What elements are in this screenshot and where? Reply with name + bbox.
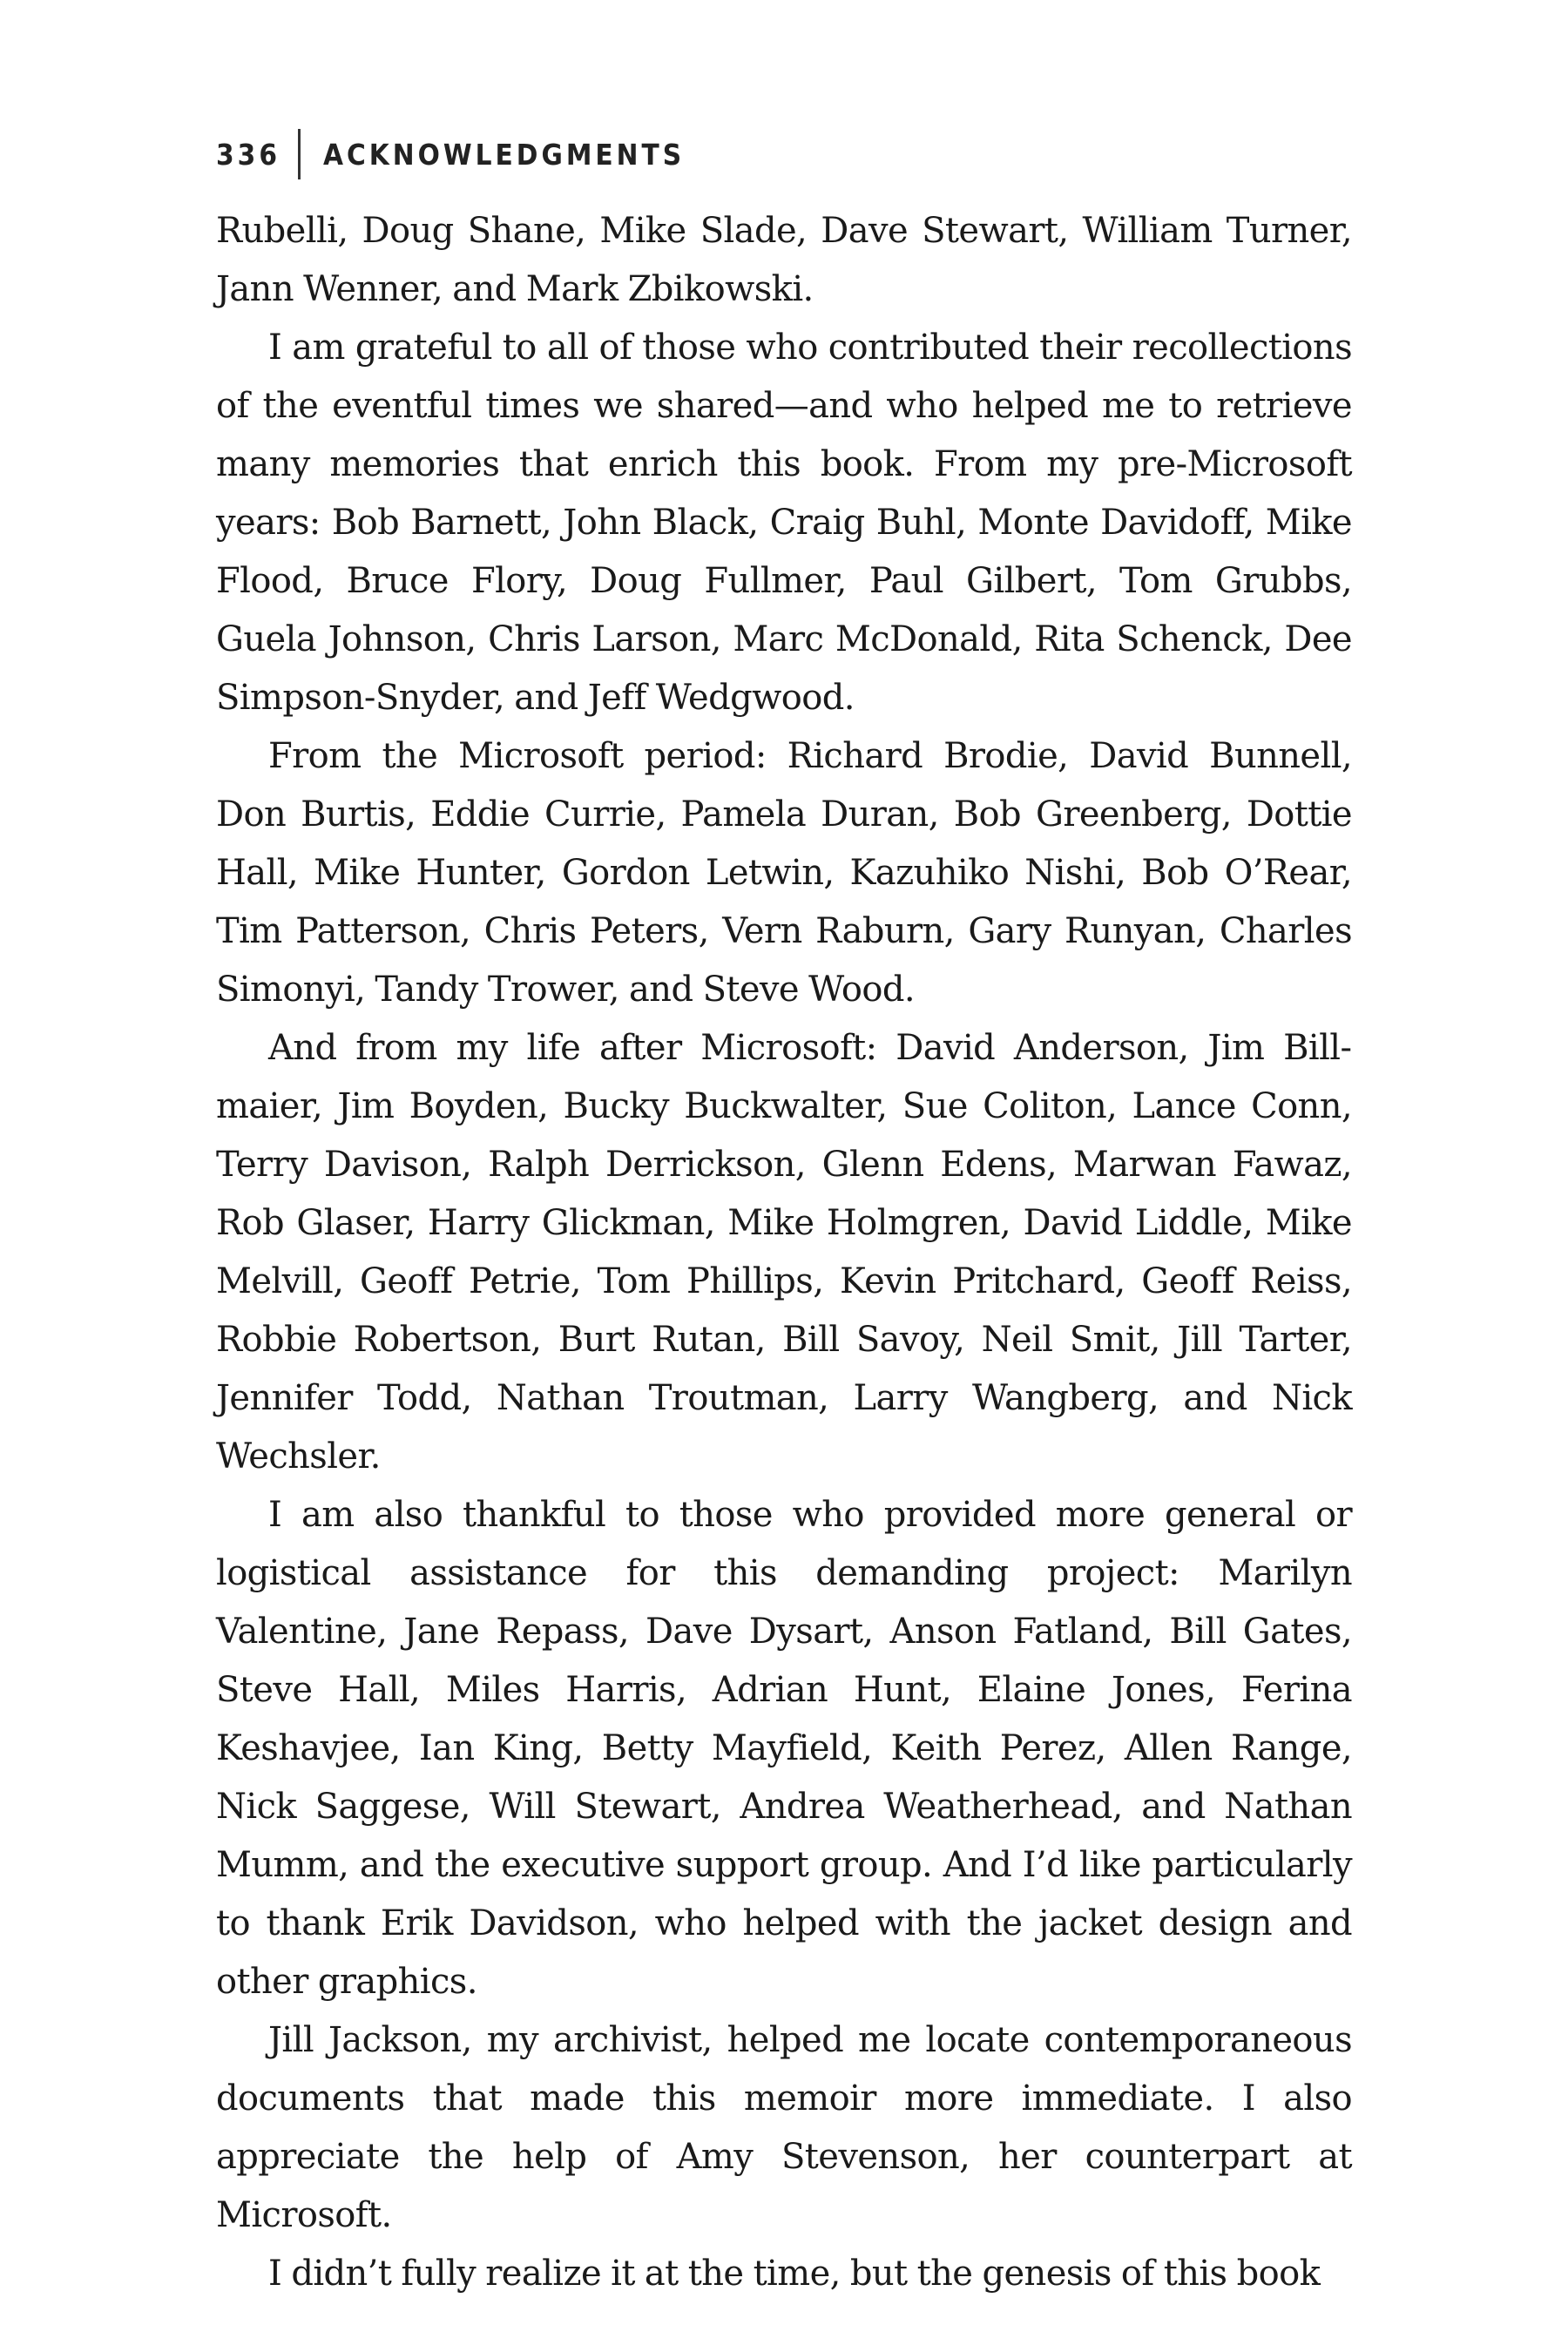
running-head [216,129,685,179]
paragraph-continued: Rubelli, Doug Shane, Mike Slade, Dave Stewart, William Turner, Jann Wenner, and Mark Zbikowski. [216,211,1352,309]
paragraph: I didn’t fully realize it at the time, but the genesis of this book [268,2254,1321,2294]
paragraph: Jill Jackson, my archivist, helped me locate contemporaneous documents that made this memoir more immediate. I also appreciate the help of Amy Stevenson, her counterpart at Microsoft. [216,2020,1352,2235]
paragraph: And from my life after Microsoft: David Anderson, Jim Billmaier, Jim Boyden, Bucky Buckwalter, Sue Coliton, Lance Conn, Terry Davison, Ralph Derrickson, Glenn Edens, Marwan Fawaz, Rob Glaser, Harry Glickman, Mike Holmgren, David Liddle, Mike Melvill, Geoff Petrie, Tom Phillips, Kevin Pritchard, Geoff Reiss, Robbie Robertson, Burt Rutan, Bill Savoy, Neil Smit, Jill Tarter, Jennifer Todd, Nathan Troutman, Larry Wangberg, and Nick Wechsler. [216,1028,1352,1477]
paragraph: From the Microsoft period: Richard Brodie, David Bunnell, Don Burtis, Eddie Currie, Pamela Duran, Bob Greenberg, Dottie Hall, Mike Hunter, Gordon Letwin, Kazuhiko Nishi, Bob O’Rear, Tim Patterson, Chris Peters, Vern Raburn, Gary Runyan, Charles Simonyi, Tandy Trower, and Steve Wood. [216,736,1352,1010]
section-title: ACKNOWLEDGMENTS [322,137,686,172]
page-number: 336 [216,137,280,172]
paragraph: I am also thankful to those who provided more general or logistical assistance for this demanding project: Marilyn Valentine, Jane Repass, Dave Dysart, Anson Fatland, Bill Gates, Steve Hall, Miles Harris, Adrian Hunt, Elaine Jones, Ferina Keshavjee, Ian King, Betty Mayfield, Keith Perez, Allen Range, Nick Saggese, Will Stewart, Andrea Weatherhead, and Nathan Mumm, and the executive support group. And I’d like particularly to thank Erik Davidson, who helped with the jacket design and other graphics. [216,1495,1352,2002]
header-divider [298,129,301,179]
paragraph: I am grateful to all of those who contributed their recollections of the eventful times we shared—and who helped me to retrieve many memories that enrich this book. From my pre-Microsoft years: Bob Barnett, John Black, Craig Buhl, Monte Davidoff, Mike Flood, Bruce Flory, Doug Fullmer, Paul Gilbert, Tom Grubbs, Guela Johnson, Chris Larson, Marc McDonald, Rita Schenck, Dee Simpson-Snyder, and Jeff Wedgwood. [216,328,1352,718]
body-text [216,202,1352,2303]
